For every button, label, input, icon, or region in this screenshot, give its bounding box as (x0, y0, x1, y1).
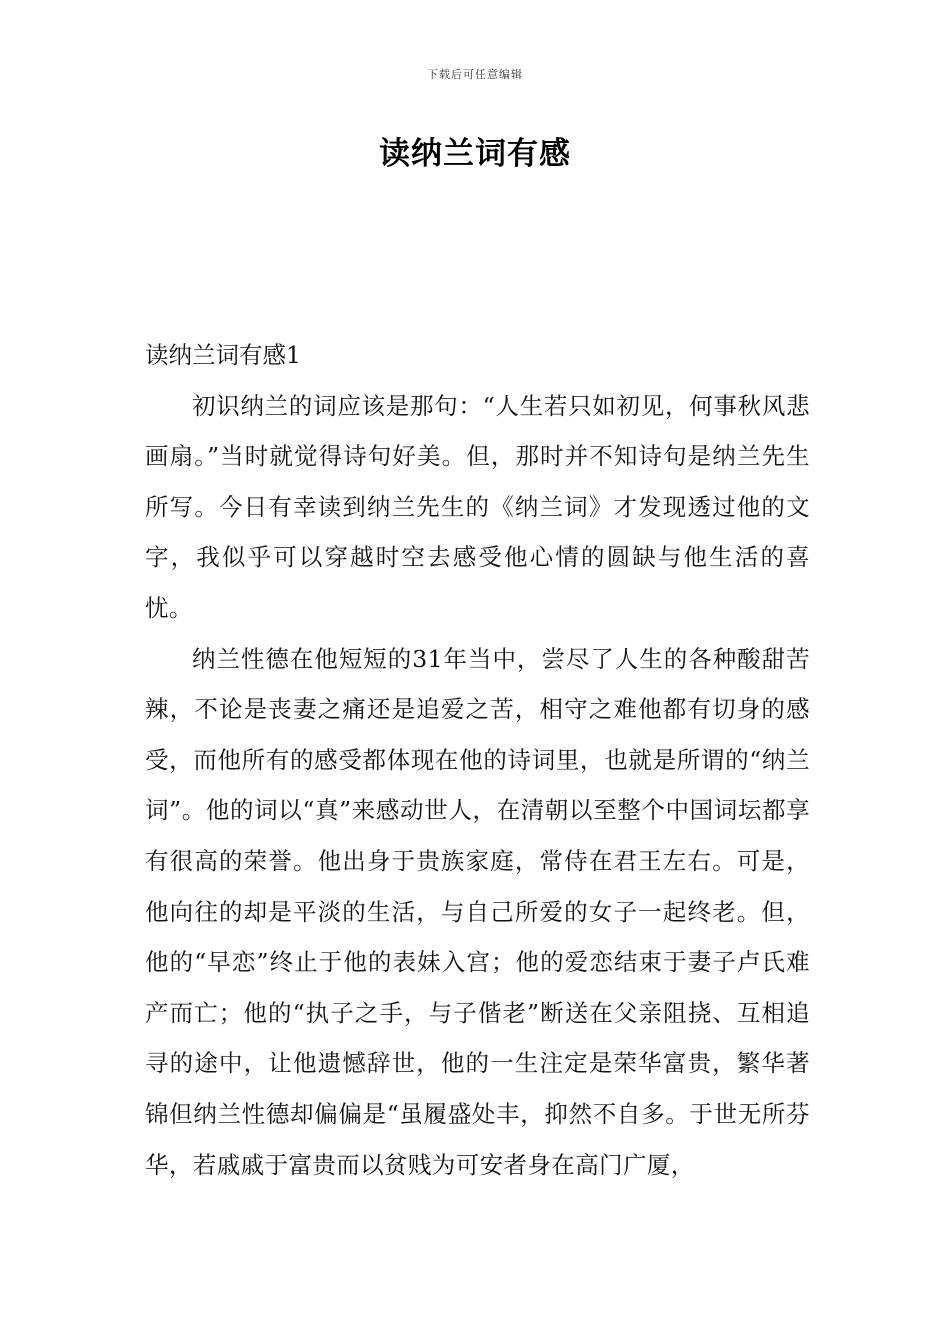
document-title: 读纳兰词有感 (379, 136, 571, 172)
section-heading: 读纳兰词有感1 (145, 341, 301, 369)
paragraph-1: 初识纳兰的词应该是那句：“人生若只如初见，何事秋风悲画扇。”当时就觉得诗句好美。但，那时并不知诗句是纳兰先生所写。今日有幸读到纳兰先生的《纳兰词》才发现透过他的文字，我似乎可以穿越时空去感受他心情的圆缺与他生活的喜忧。 (145, 391, 810, 622)
header-note: 下载后可任意编辑 (427, 68, 523, 81)
document-body (145, 330, 810, 1190)
paragraph-2: 纳兰性德在他短短的31年当中，尝尽了人生的各种酸甜苦辣，不论是丧妻之痛还是追爱之苦，相守之难他都有切身的感受，而他所有的感受都体现在他的诗词里，也就是所谓的“纳兰词”。他的词以“真”来感动世人，在清朝以至整个中国词坛都享有很高的荣誉。他出身于贵族家庭，常侍在君王左右。可是，他向往的却是平淡的生活，与自己所爱的女子一起终老。但，他的“早恋”终止于他的表妹入宫；他的爱恋结束于妻子卢氏难产而亡；他的“执子之手，与子偕老”断送在父亲阻挠、互相追寻的途中，让他遗憾辞世，他的一生注定是荣华富贵，繁华著锦但纳兰性德却偏偏是“虽履盛处丰，抑然不自多。于世无所芬华，若戚戚于富贵而以贫贱为可安者身在高门广厦， (145, 644, 810, 1179)
